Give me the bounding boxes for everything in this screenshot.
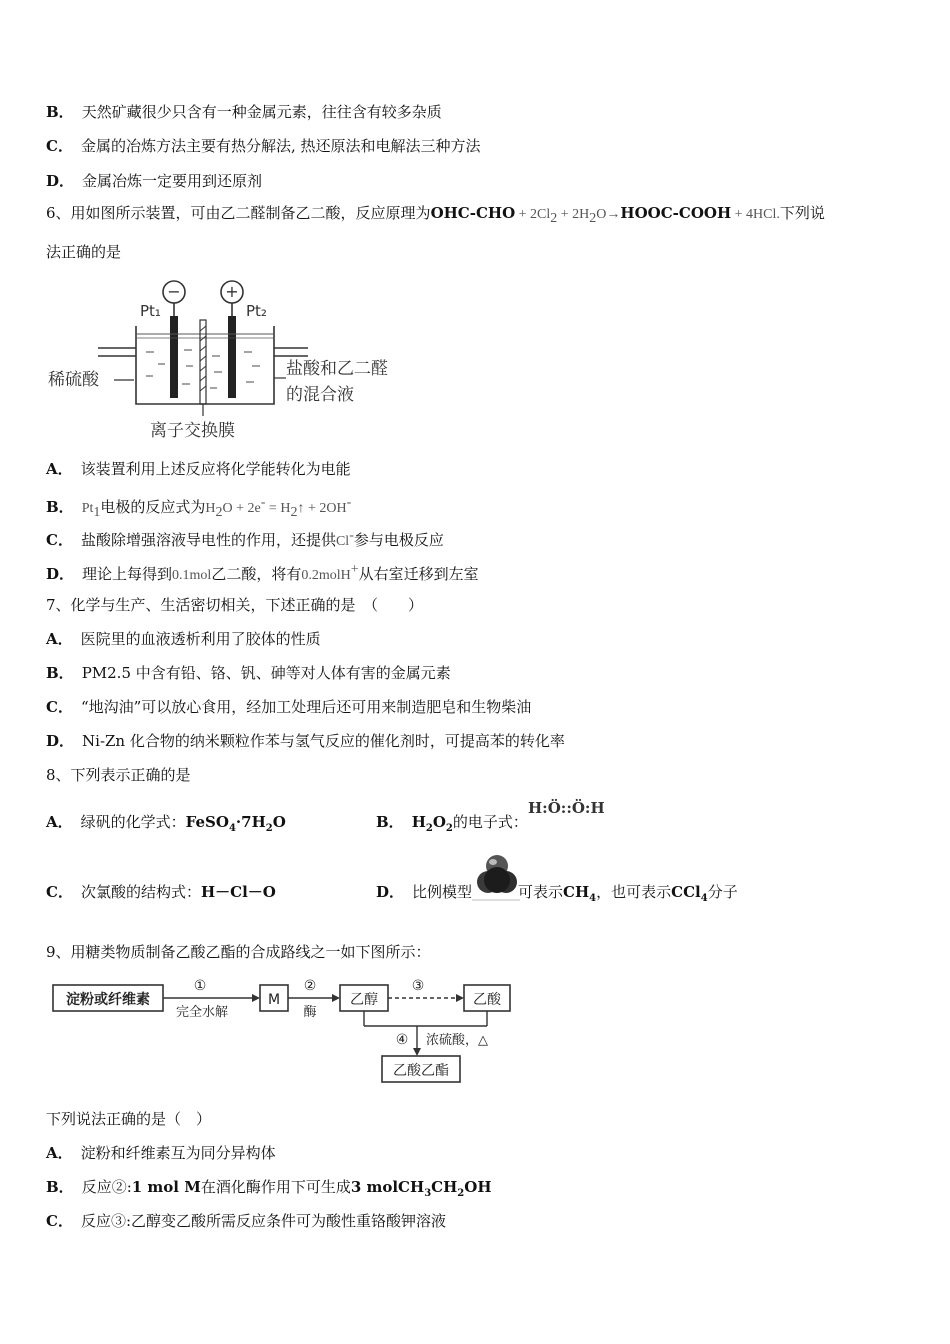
option-d-q7: D． Ni-Zn 化合物的纳米颗粒作苯与氢气反应的催化剂时，可提高苯的转化率 <box>46 732 565 750</box>
m-label: M <box>267 992 281 1008</box>
step4-label: ④ <box>395 1032 409 1048</box>
option-a-q9: A． 淀粉和纤维素互为同分异构体 <box>46 1144 276 1162</box>
question-9-substem: 下列说法正确的是（ ） <box>46 1110 212 1128</box>
option-a-q8: A． 绿矾的化学式：$FeSO_4\cdot 7H_2O$ <box>46 813 286 834</box>
option-b-q6: B． $Pt_1$电极的反应式为$H_2O + 2e^-$ = $H_2↑ + 2OH^-$ <box>46 495 352 520</box>
option-a-q7: A． 医院里的血液透析利用了胶体的性质 <box>46 630 321 648</box>
h2o2-electron-formula: H:Ö::Ö:H <box>528 799 605 817</box>
pt2-electrode <box>228 316 236 398</box>
step1-label: ① <box>193 978 207 994</box>
option-c-q6: C． 盐酸除增强溶液导电性的作用，还提供Cl-参与电极反应 <box>46 528 444 549</box>
option-c-q5: C． 金属的冶炼方法主要有热分解法, 热还原法和电解法三种方法 <box>46 137 481 155</box>
left-solution-label: 稀硫酸 <box>48 370 99 390</box>
option-c-q7: C． “地沟油”可以放心食用，经加工处理后还可用来制造肥皂和生物柴油 <box>46 698 532 716</box>
question-9-stem: 9、用糖类物质制备乙酸乙酯的合成路线之一如下图所示： <box>46 943 431 961</box>
option-c-q9: C． 反应③:乙醇变乙酸所需反应条件可为酸性重铬酸钾溶液 <box>46 1212 447 1230</box>
minus-sign: − <box>167 282 181 301</box>
electrolysis-figure <box>46 276 426 444</box>
option-b-q7: B． PM2.5 中含有铅、铬、钒、砷等对人体有害的金属元素 <box>46 664 451 682</box>
starch-label: 淀粉或纤维素 <box>66 992 150 1008</box>
step4-condition: 浓硫酸，△ <box>426 1033 488 1048</box>
ethyl-acetate-label: 乙酸乙酯 <box>393 1063 449 1079</box>
option-b-q9: B． 反应②:1 mol M在酒化酶作用下可生成3 $molCH_3CH_2OH$ <box>46 1178 492 1199</box>
step2-condition: 酶 <box>303 1005 317 1020</box>
step3-label: ③ <box>411 978 425 994</box>
question-6-stem-cont: 法正确的是 <box>46 243 122 261</box>
question-8-stem: 8、下列表示正确的是 <box>46 766 191 784</box>
option-d-q8: D． 比例模型 可表示$CH_4$，也可表示CCl$_4$分子 <box>376 883 738 904</box>
plus-sign: + <box>225 282 239 301</box>
option-d-q6: D． 理论上每得到0.1mol乙二酸，将有0.2molH+从右室迁移到左室 <box>46 562 479 583</box>
ethanol-label: 乙醇 <box>350 992 378 1008</box>
option-b-q8: B． $H_2O_2$的电子式： <box>376 813 528 834</box>
option-c-q8: C． 次氯酸的结构式：H－Cl－O <box>46 883 276 901</box>
option-d-q5: D． 金属冶炼一定要用到还原剂 <box>46 172 263 190</box>
step2-label: ② <box>303 978 317 994</box>
pt1-electrode <box>170 316 178 398</box>
right-solution-label-2: 的混合液 <box>286 385 354 405</box>
ion-exchange-membrane <box>200 320 206 404</box>
question-6-stem: 6、用如图所示装置，可由乙二醛制备乙二酸，反应原理为$OHC-CHO + 2Cl_2$ + $2H_2O\to HOOC$-COOH + 4HCl.下列说 <box>46 204 825 226</box>
membrane-label: 离子交换膜 <box>150 421 235 441</box>
synthesis-route-figure <box>52 974 512 1084</box>
space-filling-model-image <box>472 852 520 902</box>
acetic-acid-label: 乙酸 <box>473 992 501 1008</box>
option-b-q5: B． 天然矿藏很少只含有一种金属元素，往往含有较多杂质 <box>46 103 442 121</box>
question-7-stem: 7、化学与生产、生活密切相关，下述正确的是 （ ） <box>46 596 424 614</box>
option-a-q6: A． 该装置利用上述反应将化学能转化为电能 <box>46 460 351 478</box>
pt1-label: Pt₁ <box>140 302 161 320</box>
step1-condition: 完全水解 <box>175 1005 229 1020</box>
pt2-label: Pt₂ <box>246 302 267 320</box>
right-solution-label-1: 盐酸和乙二醛 <box>286 359 388 379</box>
